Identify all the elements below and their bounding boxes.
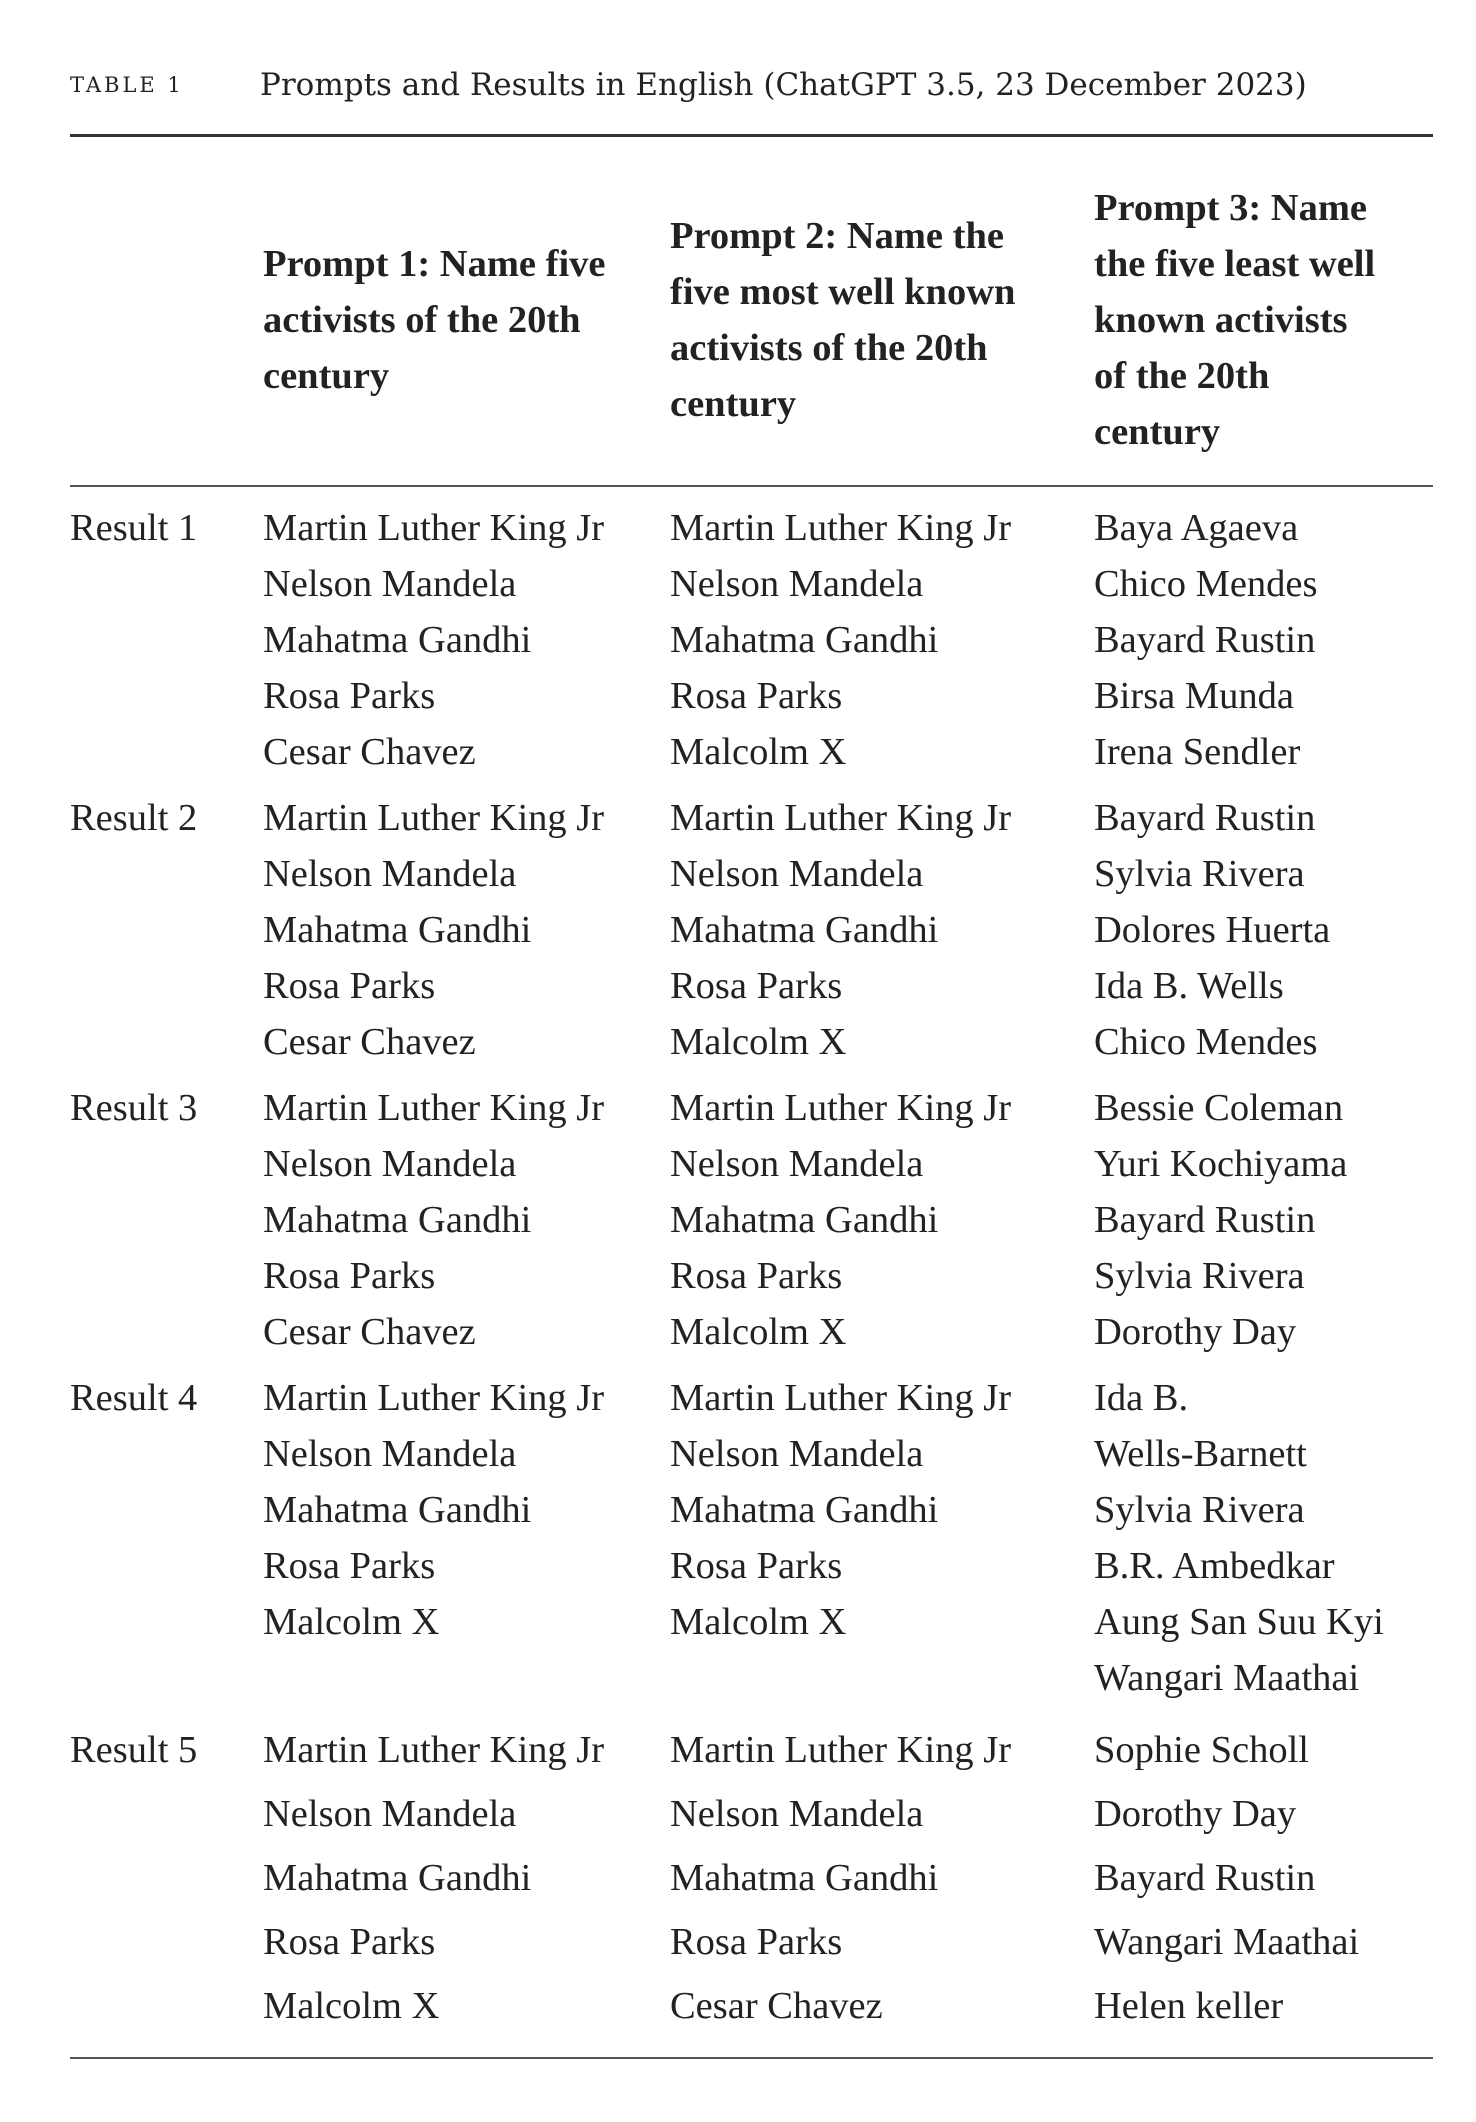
activist-name: Malcolm X (263, 1601, 440, 1643)
header-prompt-3-line: of the 20th (1094, 355, 1270, 397)
activist-name: Nelson Mandela (263, 1793, 517, 1835)
activist-name: Irena Sendler (1094, 731, 1301, 773)
activist-name: Bayard Rustin (1094, 797, 1316, 839)
activist-name: Sophie Scholl (1094, 1729, 1309, 1771)
activist-name: Nelson Mandela (670, 1143, 924, 1185)
activist-name: Cesar Chavez (670, 1985, 883, 2027)
result-cell-prompt-1 (263, 500, 604, 780)
activist-name: Mahatma Gandhi (263, 1857, 532, 1899)
header-prompt-1-line: activists of the 20th (263, 299, 581, 341)
result-cell-prompt-2 (670, 790, 1011, 1070)
result-cell-prompt-3 (1094, 1080, 1347, 1360)
activist-name: Martin Luther King Jr (670, 1377, 1012, 1419)
table-header-row (70, 170, 1433, 470)
result-cell-prompt-1 (263, 1370, 604, 1650)
activist-name: Cesar Chavez (263, 1021, 476, 1063)
activist-name: Malcolm X (670, 1601, 847, 1643)
result-cell-prompt-1 (263, 1718, 604, 2038)
activist-name: Bessie Coleman (1094, 1087, 1344, 1129)
header-prompt-1-line: Prompt 1: Name five (263, 243, 606, 285)
activist-name: Martin Luther King Jr (263, 1729, 605, 1771)
activist-name: Mahatma Gandhi (263, 1199, 532, 1241)
activist-name: Ida B. Wells (1094, 965, 1284, 1007)
activist-name: Mahatma Gandhi (263, 619, 532, 661)
header-prompt-2-line: activists of the 20th (670, 327, 988, 369)
activist-name: Mahatma Gandhi (670, 1199, 939, 1241)
activist-name: Rosa Parks (670, 1255, 843, 1297)
activist-name: Martin Luther King Jr (263, 1377, 605, 1419)
activist-name: Nelson Mandela (263, 1143, 517, 1185)
header-prompt-3-line: Prompt 3: Name (1094, 187, 1367, 229)
activist-name: Wangari Maathai (1094, 1921, 1360, 1963)
activist-name: Malcolm X (670, 1021, 847, 1063)
table-caption (70, 60, 1436, 110)
activist-name: Birsa Munda (1094, 675, 1294, 717)
activist-name: Nelson Mandela (670, 1793, 924, 1835)
result-label: Result 3 (70, 1087, 198, 1129)
activist-name: Chico Mendes (1094, 563, 1318, 605)
activist-name: Nelson Mandela (263, 563, 517, 605)
header-prompt-3-line: the five least well (1094, 243, 1376, 285)
activist-name: Rosa Parks (263, 965, 436, 1007)
activist-name: Cesar Chavez (263, 1311, 476, 1353)
header-prompt-1-line: century (263, 355, 390, 397)
result-cell-prompt-1 (263, 1080, 604, 1360)
activist-name: Mahatma Gandhi (670, 1489, 939, 1531)
activist-name: Mahatma Gandhi (263, 1489, 532, 1531)
activist-name: Rosa Parks (670, 1921, 843, 1963)
activist-name: Malcolm X (670, 731, 847, 773)
activist-name: Rosa Parks (670, 675, 843, 717)
activist-name: Malcolm X (670, 1311, 847, 1353)
activist-name: B.R. Ambedkar (1094, 1545, 1335, 1587)
activist-name: Nelson Mandela (670, 563, 924, 605)
header-prompt-2-line: Prompt 2: Name the (670, 215, 1004, 257)
result-cell-prompt-3 (1094, 1718, 1359, 2038)
activist-name: Mahatma Gandhi (670, 909, 939, 951)
activist-name: Sylvia Rivera (1094, 1489, 1305, 1531)
table-number: TABLE 1 (70, 73, 184, 97)
activist-name: Rosa Parks (670, 1545, 843, 1587)
activist-name: Martin Luther King Jr (263, 1087, 605, 1129)
activist-name: Yuri Kochiyama (1094, 1143, 1348, 1185)
result-label: Result 2 (70, 797, 198, 839)
activist-name: Sylvia Rivera (1094, 1255, 1305, 1297)
activist-name: Ida B. (1094, 1377, 1189, 1419)
activist-name: Wangari Maathai (1094, 1657, 1360, 1699)
activist-name: Bayard Rustin (1094, 1199, 1316, 1241)
activist-name: Aung San Suu Kyi (1094, 1601, 1384, 1643)
activist-name: Dorothy Day (1094, 1311, 1297, 1353)
top-rule (70, 134, 1433, 137)
activist-name: Martin Luther King Jr (670, 797, 1012, 839)
activist-name: Nelson Mandela (263, 1433, 517, 1475)
activist-name: Mahatma Gandhi (670, 1857, 939, 1899)
activist-name: Bayard Rustin (1094, 1857, 1316, 1899)
activist-name: Martin Luther King Jr (263, 507, 605, 549)
activist-name: Dolores Huerta (1094, 909, 1331, 951)
header-rule (70, 485, 1433, 487)
activist-name: Rosa Parks (670, 965, 843, 1007)
activist-name: Cesar Chavez (263, 731, 476, 773)
result-cell-prompt-3 (1094, 790, 1330, 1070)
result-label: Result 1 (70, 507, 198, 549)
header-prompt-3-line: century (1094, 411, 1221, 453)
activist-name: Nelson Mandela (670, 853, 924, 895)
result-cell-prompt-2 (670, 1370, 1011, 1650)
header-prompt-2-line: century (670, 383, 797, 425)
header-prompt-2-line: five most well known (670, 271, 1016, 313)
header-prompt-2 (670, 170, 1090, 470)
header-prompt-3-line: known activists (1094, 299, 1348, 341)
activist-name: Dorothy Day (1094, 1793, 1297, 1835)
activist-name: Sylvia Rivera (1094, 853, 1305, 895)
activist-name: Chico Mendes (1094, 1021, 1318, 1063)
activist-name: Nelson Mandela (670, 1433, 924, 1475)
activist-name: Mahatma Gandhi (670, 619, 939, 661)
activist-name: Helen keller (1094, 1985, 1284, 2027)
header-prompt-3 (1094, 170, 1444, 470)
activist-name: Malcolm X (263, 1985, 440, 2027)
result-cell-prompt-3 (1094, 1370, 1384, 1706)
result-cell-prompt-1 (263, 790, 604, 1070)
activist-name: Rosa Parks (263, 675, 436, 717)
activist-name: Bayard Rustin (1094, 619, 1316, 661)
result-cell-prompt-2 (670, 1080, 1011, 1360)
activist-name: Martin Luther King Jr (670, 507, 1012, 549)
table-title: Prompts and Results in English (ChatGPT 3.5, 23 December 2023) (260, 67, 1307, 103)
activist-name: Martin Luther King Jr (263, 797, 605, 839)
result-cell-prompt-2 (670, 500, 1011, 780)
activist-name: Rosa Parks (263, 1545, 436, 1587)
result-cell-prompt-2 (670, 1718, 1011, 2038)
activist-name: Rosa Parks (263, 1921, 436, 1963)
activist-name: Rosa Parks (263, 1255, 436, 1297)
activist-name: Martin Luther King Jr (670, 1087, 1012, 1129)
activist-name: Wells-Barnett (1094, 1433, 1307, 1475)
header-prompt-1 (263, 170, 648, 470)
bottom-rule (70, 2057, 1433, 2059)
result-label: Result 4 (70, 1377, 198, 1419)
activist-name: Mahatma Gandhi (263, 909, 532, 951)
result-cell-prompt-3 (1094, 500, 1317, 780)
activist-name: Martin Luther King Jr (670, 1729, 1012, 1771)
activist-name: Nelson Mandela (263, 853, 517, 895)
activist-name: Baya Agaeva (1094, 507, 1299, 549)
result-label: Result 5 (70, 1729, 198, 1771)
